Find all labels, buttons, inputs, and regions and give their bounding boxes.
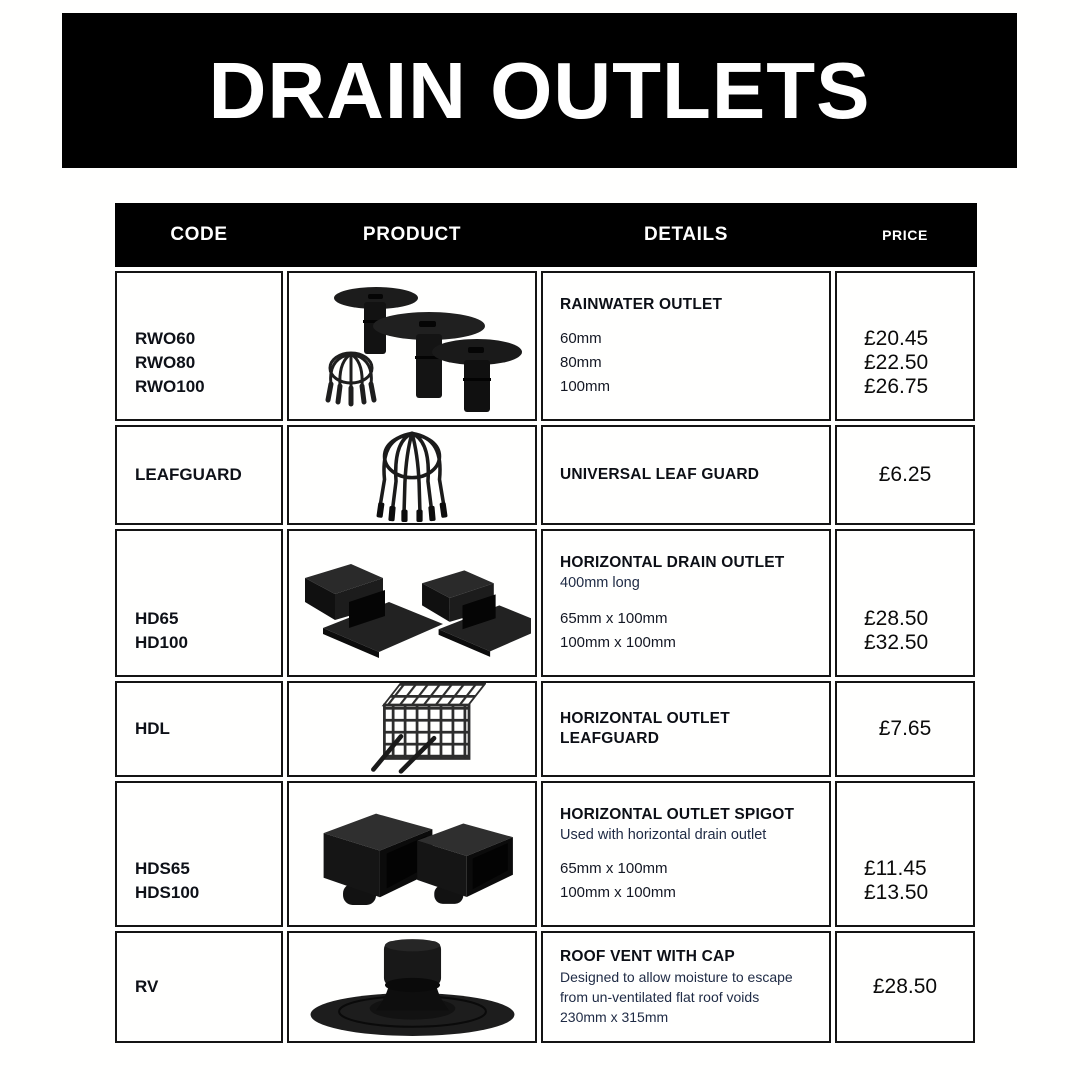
product-description-line: 230mm x 315mm <box>560 1009 669 1025</box>
table-row-5-price-cell <box>835 781 975 927</box>
table-row-1-details-cell <box>541 271 831 421</box>
size-option: 100mm x 100mm <box>560 634 676 651</box>
size-option: 60mm <box>560 330 602 347</box>
product-code: HDL <box>135 719 170 738</box>
price-value: £20.45 <box>864 327 929 350</box>
table-row-4-product-cell <box>287 681 537 777</box>
product-title: UNIVERSAL LEAF GUARD <box>560 466 760 483</box>
product-code: HD100 <box>135 633 188 652</box>
table-row-6-details-cell <box>541 931 831 1043</box>
product-title: ROOF VENT WITH CAP <box>560 948 735 965</box>
column-header-price: PRICE <box>882 227 928 243</box>
product-code: RWO100 <box>135 377 205 396</box>
page-title: DRAIN OUTLETS <box>208 45 871 135</box>
product-subtitle: 400mm long <box>560 575 640 591</box>
table-row-6-product-cell <box>287 931 537 1043</box>
product-title: HORIZONTAL DRAIN OUTLET <box>560 554 785 571</box>
product-code: RWO80 <box>135 353 196 372</box>
product-description-line: from un-ventilated flat roof voids <box>560 989 760 1005</box>
product-title: HORIZONTAL OUTLET LEAFGUARD <box>560 710 730 747</box>
table-row-6-code-cell <box>115 931 283 1043</box>
price-value: £13.50 <box>864 881 929 904</box>
table-row-1-product-cell <box>287 271 537 421</box>
size-option: 80mm <box>560 354 602 371</box>
product-description-line: Designed to allow moisture to escape <box>560 969 793 985</box>
table-row-2-code-cell <box>115 425 283 525</box>
universal-leaf-guard-image <box>371 428 453 522</box>
size-option: 65mm x 100mm <box>560 610 668 627</box>
roof-vent-with-cap-image <box>300 935 525 1039</box>
rainwater-outlet-set-image <box>301 278 523 414</box>
size-option: 65mm x 100mm <box>560 860 668 877</box>
table-row-1-price-cell <box>835 271 975 421</box>
table-row-6-price-cell <box>835 931 975 1043</box>
table-row-5-product-cell <box>287 781 537 927</box>
price-value: £32.50 <box>864 631 929 654</box>
size-option: 100mm x 100mm <box>560 884 676 901</box>
horizontal-drain-outlets-image <box>293 544 531 662</box>
size-list <box>560 327 821 399</box>
product-title: RAINWATER OUTLET <box>560 296 723 313</box>
size-list <box>560 607 821 655</box>
size-list <box>560 857 821 905</box>
product-code: LEAFGUARD <box>135 465 242 484</box>
product-code: HDS65 <box>135 859 190 878</box>
column-header-details: DETAILS <box>643 224 729 245</box>
title-banner <box>62 13 1017 168</box>
size-option: 100mm <box>560 378 611 395</box>
price-value: £28.50 <box>864 607 929 630</box>
table-row-5-details-cell <box>541 781 831 927</box>
table-row-3-code-cell <box>115 529 283 677</box>
horizontal-outlet-spigots-image <box>310 798 514 910</box>
column-header-code: CODE <box>170 224 228 245</box>
table-row-5-code-cell <box>115 781 283 927</box>
price-value: £11.45 <box>864 857 927 880</box>
table-row-3-product-cell <box>287 529 537 677</box>
product-code: RWO60 <box>135 329 196 348</box>
table-header-row <box>115 203 977 267</box>
table-row-1-code-cell <box>115 271 283 421</box>
table-row-3-price-cell <box>835 529 975 677</box>
table-row-2-details-cell <box>541 425 831 525</box>
table-row-4-details-cell <box>541 681 831 777</box>
product-subtitle: Used with horizontal drain outlet <box>560 827 767 843</box>
table-row-3-details-cell <box>541 529 831 677</box>
product-code: HD65 <box>135 609 179 628</box>
table-row-2-price-cell <box>835 425 975 525</box>
product-title: HORIZONTAL OUTLET SPIGOT <box>560 806 795 823</box>
table-body <box>115 271 977 1043</box>
price-value: £6.25 <box>878 463 932 486</box>
column-header-product: PRODUCT <box>362 224 462 245</box>
price-value: £22.50 <box>864 351 929 374</box>
table-row-4-price-cell <box>835 681 975 777</box>
product-table <box>115 203 977 1043</box>
table-row-4-code-cell <box>115 681 283 777</box>
horizontal-outlet-leafguard-image <box>338 683 486 775</box>
table-row-2-product-cell <box>287 425 537 525</box>
price-value: £7.65 <box>878 717 932 740</box>
price-value: £28.50 <box>872 975 938 998</box>
product-code: RV <box>135 977 159 996</box>
price-value: £26.75 <box>864 375 929 398</box>
product-code: HDS100 <box>135 883 200 902</box>
